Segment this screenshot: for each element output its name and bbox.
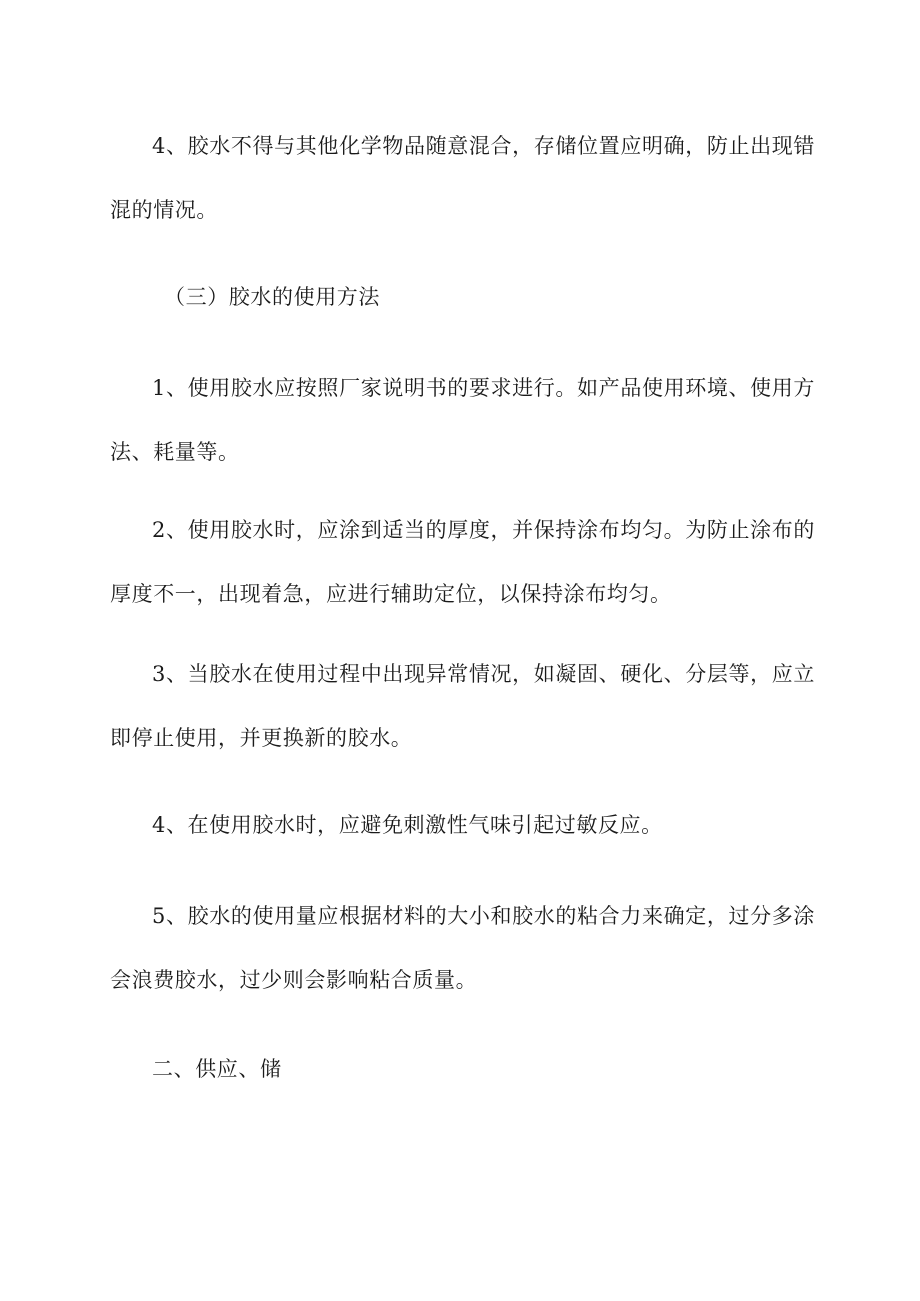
paragraph-usage-rule-1: 1、使用胶水应按照厂家说明书的要求进行。如产品使用环境、使用方法、耗量等。	[110, 376, 815, 464]
section-heading-usage-method: （三）胶水的使用方法	[164, 285, 380, 309]
paragraph-usage-rule-3: 3、当胶水在使用过程中出现异常情况，如凝固、硬化、分层等，应立即停止使用，并更换新的胶水。	[110, 662, 815, 750]
paragraph-usage-rule-4: 4、在使用胶水时，应避免刺激性气味引起过敏反应。	[152, 813, 663, 837]
paragraph-storage-rule-4: 4、胶水不得与其他化学物品随意混合，存储位置应明确，防止出现错混的情况。	[110, 134, 815, 222]
paragraph-usage-rule-5: 5、胶水的使用量应根据材料的大小和胶水的粘合力来确定，过分多涂会浪费胶水，过少则会影响粘合质量。	[110, 904, 815, 992]
paragraph-usage-rule-2: 2、使用胶水时，应涂到适当的厚度，并保持涂布均匀。为防止涂布的厚度不一，出现着急，应进行辅助定位，以保持涂布均匀。	[110, 518, 815, 606]
section-heading-supply-storage: 二、供应、储	[152, 1057, 282, 1081]
